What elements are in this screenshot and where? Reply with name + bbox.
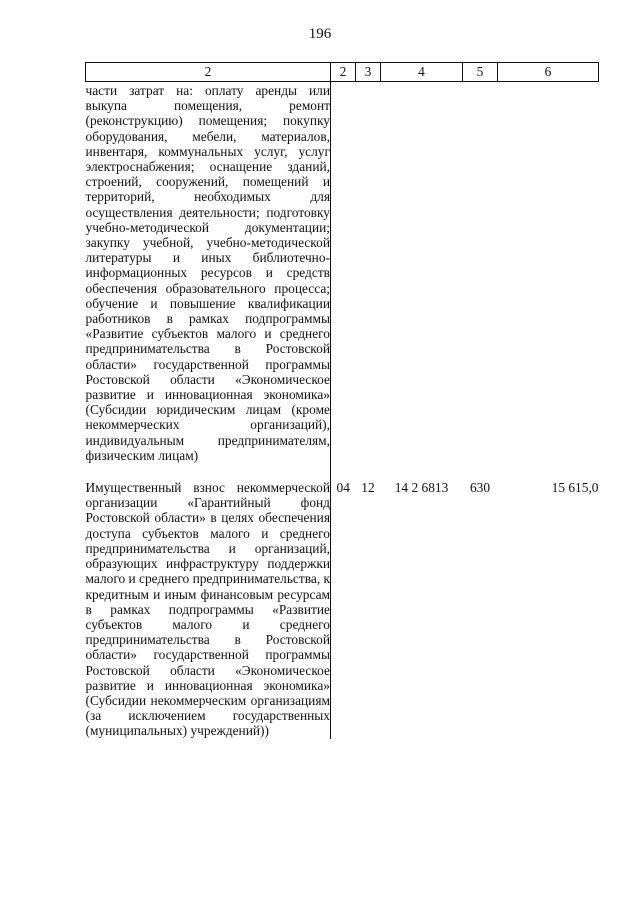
row-expense-type: 630 [469, 480, 491, 496]
header-col-subsection: 3 [356, 63, 381, 82]
page-number: 196 [308, 26, 332, 42]
budget-table [85, 62, 599, 739]
row-expense-type [463, 82, 498, 472]
row-section-code [331, 82, 356, 472]
row-subsection-code [356, 82, 381, 472]
row-target-code: 14 2 6813 [394, 480, 449, 496]
header-col-expense-type: 5 [463, 63, 498, 82]
header-col-description: 2 [86, 63, 331, 82]
row-amount: 15 615,0 [551, 480, 599, 496]
header-col-section: 2 [331, 63, 356, 82]
row-section-code: 04 [336, 480, 350, 496]
header-col-amount: 6 [498, 63, 599, 82]
row-description: части затрат на: оплату аренды или выкупа помещения, ремонт (реконструкцию) помещения; покупку оборудования, мебели, материалов, инвентаря, коммунальных услуг, услуг электроснабжения; оснащение зданий, строений, сооружений, помещений и территорий, необходимых для осуществления деятельности; подготовку учебно-методической документации; закупку учебной, учебно-методической литературы и иных библиотечно-информационных ресурсов и средств обеспечения образовательного процесса; обучение и повышение квалификации работников в рамках подпрограммы «Развитие субъектов малого и среднего предпринимательства в Ростовской области» государственной программы Ростовской области «Экономическое развитие и инновационная экономика» (Субсидии юридическим лицам (кроме некоммерческих организаций), индивидуальным предпринимателям, физическим лицам) [86, 82, 331, 472]
table-row [86, 471, 599, 738]
table-row [86, 82, 599, 472]
header-col-target-code: 4 [381, 63, 463, 82]
table-header-row [86, 63, 599, 82]
row-target-code [381, 82, 463, 472]
row-amount [498, 82, 599, 472]
row-subsection-code: 12 [361, 480, 375, 496]
row-description: Имущественный взнос некоммерческой организации «Гарантийный фонд Ростовской области» в целях обеспечения доступа субъектов малого и среднего предпринимательства и организаций, образующих инфраструктуру поддержки малого и среднего предпринимательства, к кредитным и иным финансовым ресурсам в рамках подпрограммы «Развитие субъектов малого и среднего предпринимательства в Ростовской области» государственной программы Ростовской области «Экономическое развитие и инновационная экономика» (Субсидии некоммерческим организациям (за исключением государственных (муниципальных) учреждений)) [86, 471, 331, 738]
